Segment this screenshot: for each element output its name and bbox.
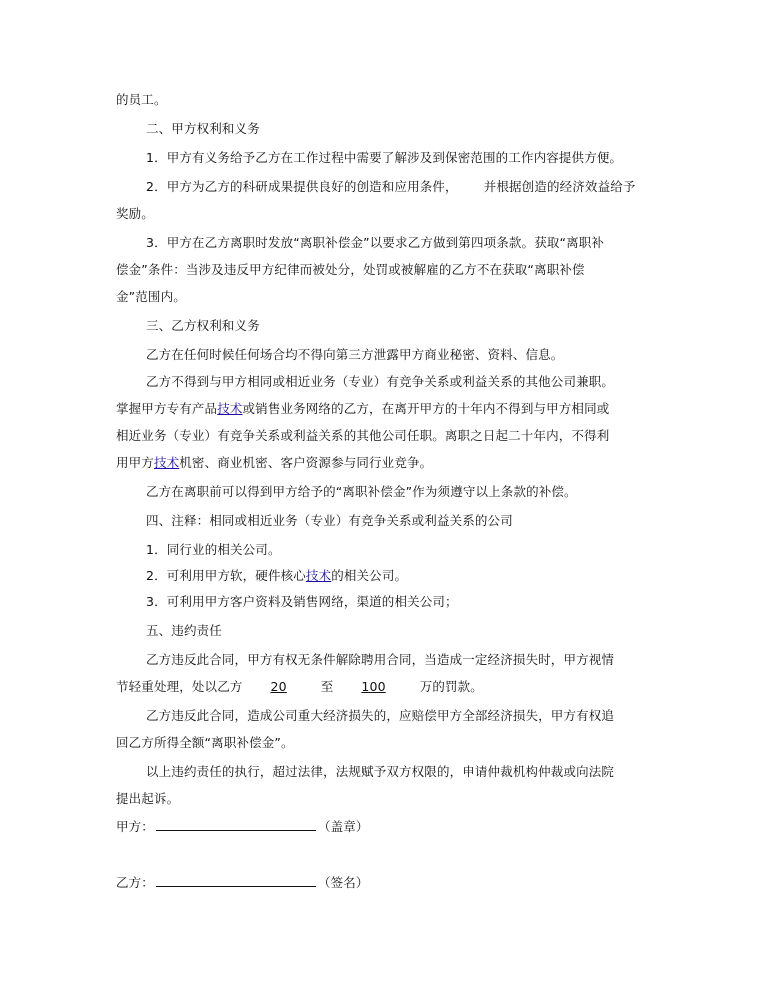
section-heading-party-a: 二、甲方权利和义务 <box>146 121 260 136</box>
paragraph-line: 乙方在任何时候任何场合均不得向第三方泄露甲方商业秘密、资料、信息。 <box>146 347 564 362</box>
signature-line[interactable] <box>156 818 316 831</box>
text-segment: 2．甲方为乙方的科研成果提供良好的创造和应用条件， <box>146 179 458 194</box>
paragraph-line <box>116 455 432 471</box>
fine-max-blank: 100 <box>361 679 386 694</box>
signature-line[interactable] <box>156 874 316 887</box>
paragraph-line: 乙方违反此合同，造成公司重大经济损失的，应赔偿甲方全部经济损失，甲方有权追 <box>146 708 615 723</box>
paragraph-line: 的员工。 <box>116 92 167 107</box>
paragraph-line: 乙方不得到与甲方相同或相近业务（专业）有竞争关系或利益关系的其他公司兼职。 <box>146 374 615 389</box>
signature-party-b <box>116 874 369 891</box>
text-segment: 万的罚款。 <box>419 679 483 694</box>
signature-label: 甲方： <box>116 819 154 834</box>
paragraph-line: 乙方在离职前可以得到甲方给予的“离职补偿金”作为须遵守以上条款的补偿。 <box>146 484 577 499</box>
signature-note: （签名） <box>317 875 369 890</box>
text-segment: 用甲方 <box>116 455 154 470</box>
signature-label: 乙方： <box>116 875 154 890</box>
paragraph-line: 偿金”条件：当涉及违反甲方纪律而被处分，处罚或被解雇的乙方不在获取“离职补偿 <box>116 262 585 277</box>
paragraph-line: 乙方违反此合同，甲方有权无条件解除聘用合同，当造成一定经济损失时，甲方视情 <box>146 652 615 667</box>
text-segment: 掌握甲方专有产品 <box>116 401 218 416</box>
fine-min-blank: 20 <box>270 679 287 694</box>
section-heading-party-b: 三、乙方权利和义务 <box>146 318 260 333</box>
paragraph-line: 相近业务（专业）有竞争关系或利益关系的其他公司任职。离职之日起二十年内，不得利 <box>116 428 610 443</box>
text-segment: 节轻重处理，处以乙方 <box>116 679 243 694</box>
signature-note: （盖章） <box>317 819 369 834</box>
text-segment: 的相关公司。 <box>331 568 408 583</box>
list-item <box>146 568 407 584</box>
list-item: 1．同行业的相关公司。 <box>146 542 281 557</box>
text-segment: 机密、商业机密、客户资源参与同行业竞争。 <box>179 455 433 470</box>
technology-link[interactable]: 技术 <box>217 401 243 416</box>
technology-link[interactable]: 技术 <box>153 455 180 470</box>
technology-link[interactable]: 技术 <box>305 568 332 583</box>
paragraph-line: 奖励。 <box>116 206 154 221</box>
text-segment: 至 <box>320 679 334 694</box>
signature-party-a <box>116 818 369 835</box>
text-segment: 或销售业务网络的乙方，在离开甲方的十年内不得到与甲方相同或 <box>242 401 610 416</box>
text-segment: 并根据创造的经济效益给予 <box>483 179 636 194</box>
paragraph-line <box>146 179 636 195</box>
paragraph-line: 金”范围内。 <box>116 289 186 304</box>
paragraph-line: 1．甲方有义务给予乙方在工作过程中需要了解涉及到保密范围的工作内容提供方便。 <box>146 150 623 165</box>
list-item: 3．可利用甲方客户资料及销售网络，渠道的相关公司； <box>146 594 458 609</box>
section-heading-liability: 五、违约责任 <box>146 623 222 638</box>
paragraph-line: 提出起诉。 <box>116 791 180 806</box>
section-heading-notes: 四、注释：相同或相近业务（专业）有竞争关系或利益关系的公司 <box>146 513 513 528</box>
paragraph-line: 3．甲方在乙方离职时发放“离职补偿金”以要求乙方做到第四项条款。获取“离职补 <box>146 235 605 250</box>
paragraph-line <box>116 401 609 417</box>
paragraph-line <box>116 679 483 695</box>
paragraph-line: 回乙方所得全额“离职补偿金”。 <box>116 735 294 750</box>
text-segment: 2．可利用甲方软，硬件核心 <box>146 568 306 583</box>
paragraph-line: 以上违约责任的执行，超过法律，法规赋予双方权限的，申请仲裁机构仲裁或向法院 <box>146 764 615 779</box>
